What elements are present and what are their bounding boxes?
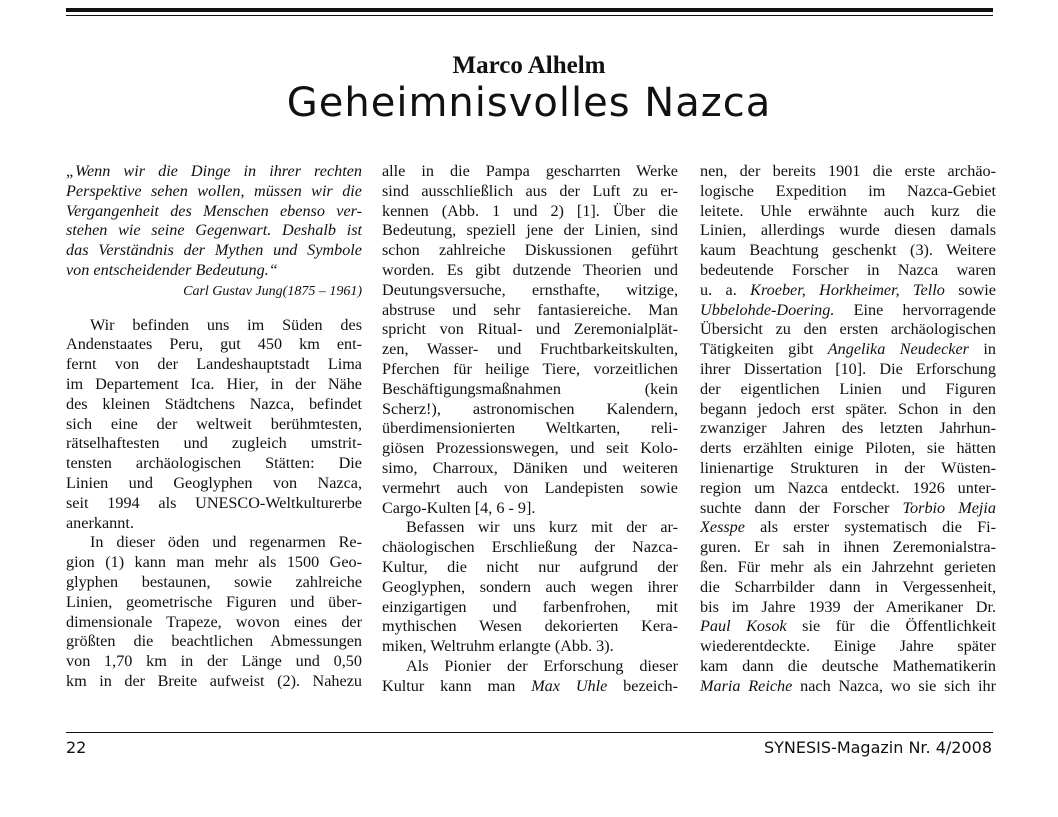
- epigraph-quote: [66, 162, 362, 281]
- text-line: größten die beachtlichen Abmessungen: [66, 632, 362, 651]
- text-line: chäologischen Erschließung der Nazca-: [382, 538, 678, 557]
- text-line: bis im Jahre 1939 der Amerikaner Dr.: [700, 597, 996, 616]
- text-line: begann jedoch erst später. Schon in den: [700, 399, 996, 418]
- paragraph-5: [382, 657, 678, 697]
- text-line: In dieser öden und regenarmen Re-: [90, 533, 362, 552]
- text-line: die Scharrbilder dann in Vergessenheit,: [700, 577, 996, 596]
- text-line: Linien und Geoglyphen von Nazca,: [66, 473, 362, 492]
- text-line: rätselhaftesten und zugleich umstrit-: [66, 434, 362, 453]
- text-line: Cargo-Kulten [4, 6 - 9].: [382, 498, 536, 517]
- text-line: km in der Breite aufweist (2). Nahezu: [66, 671, 362, 690]
- text-line: Pferchen für heilige Tiere, vorzeitlichen: [382, 359, 678, 378]
- text-line: Deutungsversuche, ernsthafte, witzige,: [382, 280, 678, 299]
- text-line: abstruse und sehr fantasiereiche. Man: [382, 300, 678, 319]
- text-line: suchte dann der Forscher Torbio Mejia: [700, 498, 996, 517]
- text-line: stehen wie seine Gegenwart. Deshalb ist: [66, 221, 362, 240]
- text-line: spricht von Ritual- und Zeremonialplät-: [382, 320, 678, 339]
- text-line: Ubbelohde-Doering. Eine hervorragende: [700, 300, 996, 319]
- text-line: worden. Es gibt dutzende Theorien und: [382, 260, 678, 279]
- text-line: Linien, allerdings wurde diesen damals: [700, 221, 996, 240]
- text-line: u. a. Kroeber, Horkheimer, Tello sowie: [700, 280, 996, 299]
- text-line: Geoglyphen, sondern auch wegen ihrer: [382, 577, 678, 596]
- text-line: vermehrt auch von Landepisten sowie: [382, 478, 678, 497]
- text-line: ßen. Für mehr als ein Jahrzehnt gerieten: [700, 557, 996, 576]
- text-line: Andenstaates Peru, gut 450 km ent-: [66, 335, 362, 354]
- text-line: guren. Er sah in ihnen Zeremonialstra-: [700, 538, 996, 557]
- text-line: tensten archäologischen Stätten: Die: [66, 454, 362, 473]
- text-line: sich eine der weltweit berühmtesten,: [66, 414, 362, 433]
- text-line: kaum Beachtung geschenkt (3). Weitere: [700, 241, 996, 260]
- text-line: schon zahlreiche Diskussionen geführt: [382, 241, 678, 260]
- column-2: [382, 162, 678, 697]
- text-line: kam dann die deutsche Mathematikerin: [700, 656, 996, 675]
- text-line: Vergangenheit des Menschen ebenso ver-: [66, 201, 362, 220]
- page-number: 22: [66, 738, 87, 757]
- text-line: Übersicht zu den ersten archäologischen: [700, 320, 996, 339]
- text-line: dimensionale Trapeze, wovon eines der: [66, 612, 362, 631]
- footer-rule: [66, 732, 993, 733]
- text-line: der eigentlichen Linien und Figuren: [700, 379, 996, 398]
- text-line: region um Nazca entdeckt. 1926 unter-: [700, 478, 996, 497]
- magazine-issue: SYNESIS-Magazin Nr. 4/2008: [764, 738, 992, 757]
- text-line: simo, Charroux, Däniken und weiteren: [382, 458, 678, 477]
- text-line: fernt von der Landeshauptstadt Lima: [66, 355, 362, 374]
- text-line: seit 1994 als UNESCO-Weltkulturerbe: [66, 493, 362, 512]
- text-line: logische Expedition im Nazca-Gebiet: [700, 181, 996, 200]
- quote-attribution: Carl Gustav Jung(1875 – 1961): [183, 283, 362, 299]
- text-line: nen, der bereits 1901 die erste archäo-: [700, 162, 996, 180]
- text-line: anerkannt.: [66, 513, 134, 532]
- paragraph-4: [382, 518, 678, 657]
- text-line: von entscheidender Bedeutung.“: [66, 260, 278, 279]
- text-line: von 1,70 km in der Länge und 0,50: [66, 652, 362, 671]
- paragraph-1: [66, 316, 362, 534]
- text-line: alle in die Pampa gescharrten Werke: [382, 162, 678, 180]
- text-line: wiederentdeckte. Einige Jahre später: [700, 637, 996, 656]
- text-line: miken, Weltruhm erlangte (Abb. 3).: [382, 637, 614, 656]
- text-line: zwanziger Jahren des letzten Jahrhun-: [700, 419, 996, 438]
- paragraph-3: [382, 162, 678, 518]
- text-line: derts erzählten einige Piloten, sie hätten: [700, 439, 996, 458]
- text-line: Maria Reiche nach Nazca, wo sie sich ihr: [700, 676, 996, 695]
- text-line: zen, Wasser- und Fruchtbarkeitskulten,: [382, 340, 678, 359]
- text-line: kennen (Abb. 1 und 2) [1]. Über die: [382, 201, 678, 220]
- text-line: bedeutende Forscher in Nazca waren: [700, 260, 996, 279]
- text-line: Kultur kann man Max Uhle bezeich-: [382, 676, 678, 695]
- text-line: Perspektive sehen wollen, müssen wir die: [66, 181, 362, 200]
- article-title: Geheimnisvolles Nazca: [286, 80, 772, 126]
- text-line: Bedeutung, speziell jene der Linien, sind: [382, 221, 678, 240]
- text-line: gion (1) kann man mehr als 1500 Geo-: [66, 553, 362, 572]
- text-line: das Verständnis der Mythen und Symbole: [66, 241, 362, 260]
- text-line: Wir befinden uns im Süden des: [90, 315, 362, 334]
- text-line: linienartige Strukturen in der Wüsten-: [700, 458, 996, 477]
- text-line: Linien, geometrische Figuren und über-: [66, 592, 362, 611]
- text-line: „Wenn wir die Dinge in ihrer rechten: [66, 162, 362, 180]
- text-line: des kleinen Städtchens Nazca, befindet: [66, 394, 362, 413]
- text-line: leitete. Uhle erwähnte auch kurz die: [700, 201, 996, 220]
- text-line: giösen Prozessionswegen, und seit Kolo-: [382, 439, 678, 458]
- paragraph-2: [66, 533, 362, 691]
- column-3: [700, 162, 996, 697]
- text-line: Befassen wir uns kurz mit der ar-: [406, 518, 678, 537]
- header-rule-thick: [66, 8, 993, 12]
- author-name: Marco Alhelm: [452, 52, 606, 79]
- text-line: einzigartigen und farbenfrohen, mit: [382, 597, 678, 616]
- text-line: Als Pionier der Erforschung dieser: [406, 656, 678, 675]
- text-line: ihrer Dissertation [10]. Die Erforschung: [700, 359, 996, 378]
- text-line: Tätigkeiten gibt Angelika Neudecker in: [700, 340, 996, 359]
- text-line: sind ausschließlich aus der Luft zu er-: [382, 181, 678, 200]
- text-line: überdimensionierten Weltkarten, reli-: [382, 419, 678, 438]
- text-line: Scherz!), astronomischen Kalendern,: [382, 399, 678, 418]
- text-line: Paul Kosok sie für die Öffentlichkeit: [700, 617, 996, 636]
- text-line: glyphen bestaunen, sowie zahlreiche: [66, 572, 362, 591]
- text-line: Kultur, die nicht nur aufgrund der: [382, 557, 678, 576]
- text-line: mythischen Wesen dekorierten Kera-: [382, 617, 678, 636]
- text-line: Xesspe als erster systematisch die Fi-: [700, 518, 996, 537]
- column-1: [66, 162, 362, 692]
- text-line: Beschäftigungsmaßnahmen (kein: [382, 379, 678, 398]
- header-rule-thin: [66, 15, 993, 16]
- text-line: im Departement Ica. Hier, in der Nähe: [66, 374, 362, 393]
